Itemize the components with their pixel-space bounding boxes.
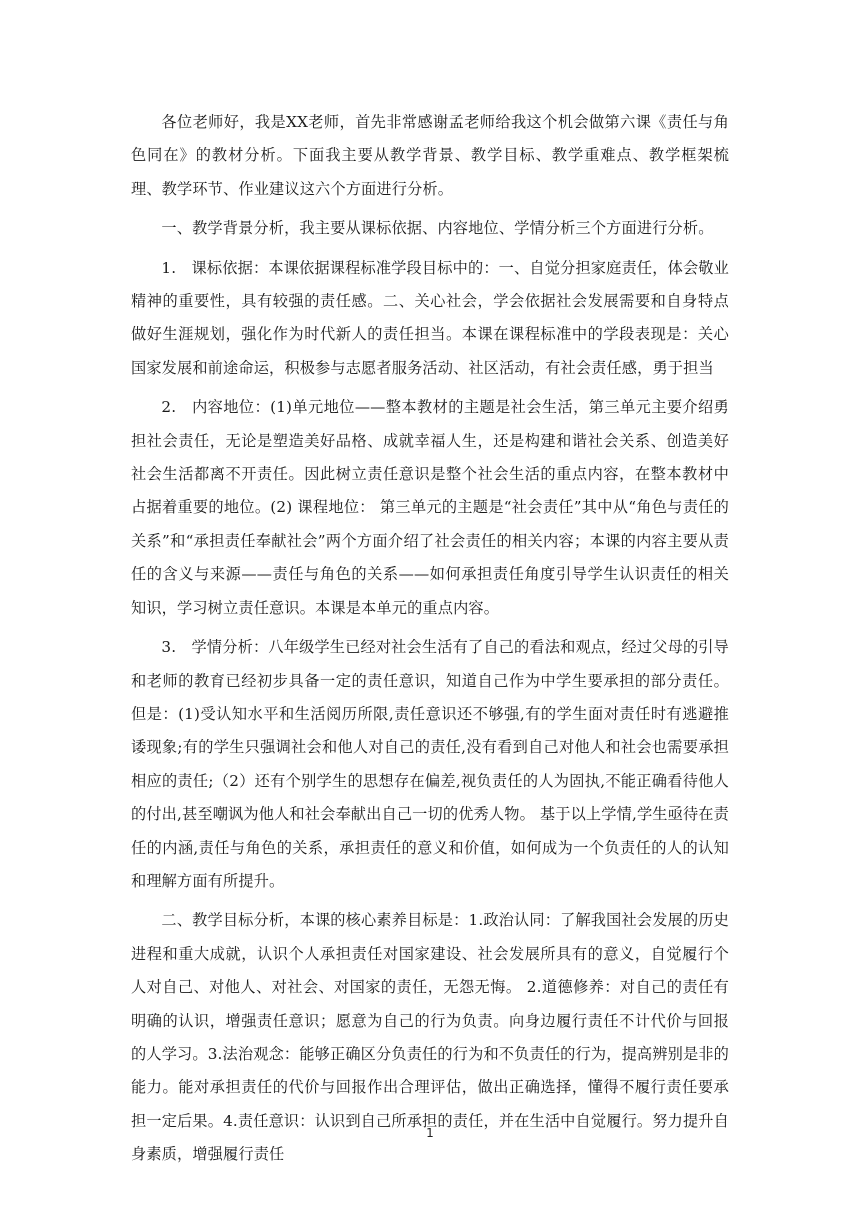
paragraph-content-position: 2. 内容地位：(1)单元地位——整本教材的主题是社会生活，第三单元主要介绍勇担社会责任，无论是塑造美好品格、成就幸福人生，还是构建和谐社会关系、创造美好社会生活都离不开责任。因此树立责任意识是整个社会生活的重点内容，在整本教材中占据着重要的地位。(2) 课程地位： 第三单元的主题是“社会责任”其中从“角色与责任的关系”和“承担责任奉献社会”两个方面介绍了社会责任的相关内容；本课的内容主要从责任的含义与来源——责任与角色的关系——如何承担责任角度引导学生认识责任的相关知识，学习树立责任意识。本课是本单元的重点内容。 [131, 398, 729, 617]
paragraph-section-one-heading: 一、教学背景分析，我主要从课标依据、内容地位、学情分析三个方面进行分析。 [161, 219, 714, 238]
page-number: 1 [426, 1126, 434, 1140]
paragraph-intro: 各位老师好，我是XX老师，首先非常感谢孟老师给我这个机会做第六课《责任与角色同在》的教材分析。下面我主要从教学背景、教学目标、教学重难点、教学框架梳理、教学环节、作业建议这六个方面进行分析。 [131, 113, 729, 198]
paragraph-teaching-goals: 二、教学目标分析，本课的核心素养目标是：1.政治认同：了解我国社会发展的历史进程和重大成就，认识个人承担责任对国家建设、社会发展所具有的意义，自觉履行个人对自己、对他人、对社会、对国家的责任，无怨无悔。 2.道德修养：对自己的责任有明确的认识，增强责任意识；愿意为自己的行为负责。向身边履行责任不计代价与回报的人学习。3.法治观念：能够正确区分负责任的行为和不负责任的行为，提高辨别是非的能力。能对承担责任的代价与回报作出合理评估，做出正确选择，懂得不履行责任要承担一定后果。4.责任意识：认识到自己所承担的责任，并在生活中自觉履行。努力提升自身素质，增强履行责任 [131, 911, 729, 1164]
document-body [131, 106, 729, 1178]
paragraph-student-analysis: 3. 学情分析：八年级学生已经对社会生活有了自己的看法和观点，经过父母的引导和老师的教育已经初步具备一定的责任意识，知道自己作为中学生要承担的部分责任。但是：(1)受认知水平和生活阅历所限,责任意识还不够强,有的学生面对责任时有逃避推诿现象;有的学生只强调社会和他人对自己的责任,没有看到自己对他人和社会也需要承担相应的责任;（2）还有个别学生的思想存在偏差,视负责任的人为固执,不能正确看待他人的付出,甚至嘲讽为他人和社会奉献出自己一切的优秀人物。 基于以上学情,学生亟待在责任的内涵,责任与角色的关系，承担责任的意义和价值，如何成为一个负责任的人的认知和理解方面有所提升。 [131, 638, 729, 890]
paragraph-curriculum-basis: 1. 课标依据：本课依据课程标准学段目标中的：一、自觉分担家庭责任，体会敬业精神的重要性，具有较强的责任感。二、关心社会，学会依据社会发展需要和自身特点做好生涯规划，强化作为时代新人的责任担当。本课在课程标准中的学段表现是：关心国家发展和前途命运，积极参与志愿者服务活动、社区活动，有社会责任感，勇于担当 [131, 258, 729, 377]
